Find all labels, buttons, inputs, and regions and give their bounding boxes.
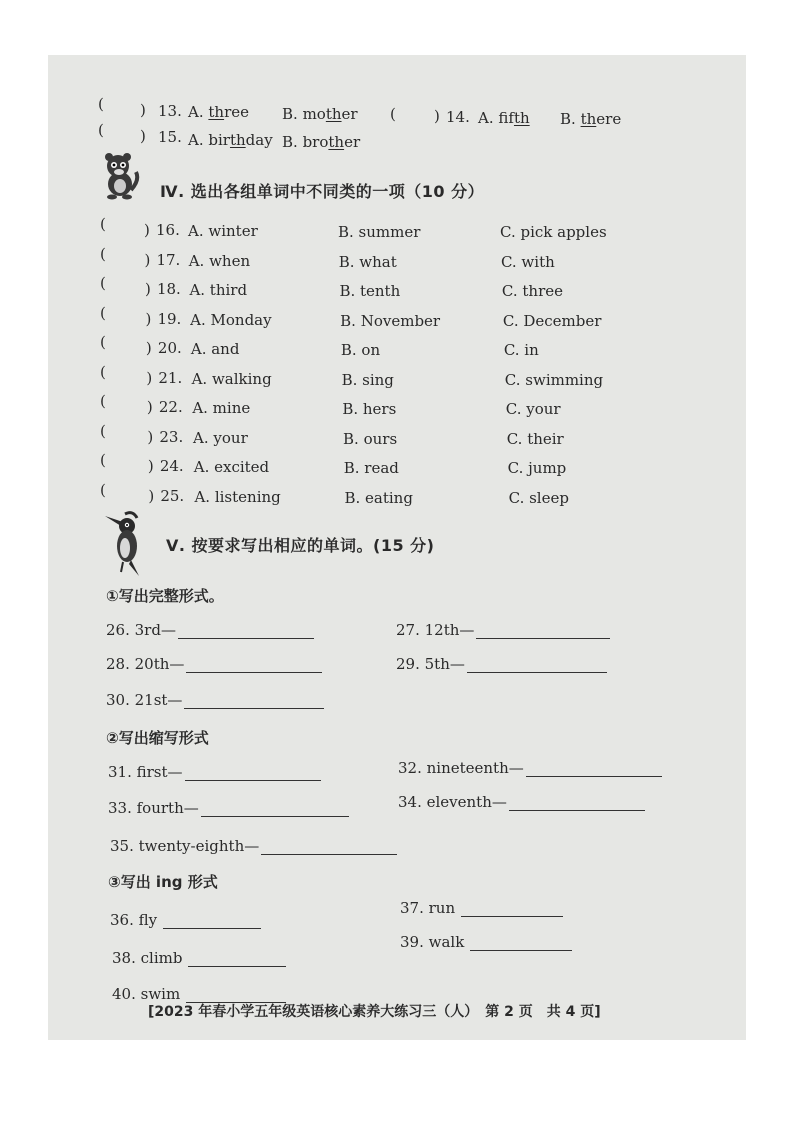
answer-blank-32[interactable] (526, 762, 662, 777)
question-35: 35. twenty-eighth— (110, 837, 397, 855)
question-28: 28. 20th— (106, 655, 322, 673)
option-16c: C. pick apples (500, 223, 607, 241)
question-number-14: 14. (446, 108, 470, 126)
answer-paren-16: ( (100, 215, 106, 233)
option-19a: A. Monday (190, 310, 272, 329)
answer-blank-37[interactable] (461, 902, 563, 917)
question-number-22: 22. (158, 398, 183, 416)
question-number-23: 23. (159, 427, 184, 446)
question-31: 31. first— (108, 763, 321, 781)
subsection-full-form: ①写出完整形式。 (106, 587, 224, 605)
option-14b: B. there (560, 110, 622, 128)
woodpecker-bird-icon (103, 510, 143, 580)
answer-blank-34[interactable] (509, 796, 645, 811)
option-18c: C. three (501, 282, 563, 300)
option-13a: A. three (188, 103, 250, 121)
option-21c: C. swimming (504, 370, 604, 389)
option-16a: A. winter (188, 222, 258, 240)
answer-paren-23: ( (100, 421, 106, 440)
cartoon-animal-icon (98, 150, 142, 200)
answer-blank-27[interactable] (476, 624, 610, 639)
answer-blank-38[interactable] (188, 952, 286, 967)
section-5-title: Ⅴ. 按要求写出相应的单词。(15 分) (166, 536, 435, 555)
answer-paren-close-21: ) (146, 368, 153, 387)
option-20c: C. in (503, 341, 539, 359)
option-20a: A. and (190, 340, 240, 358)
question-number-15: 15. (158, 128, 182, 146)
answer-paren-19: ( (100, 303, 106, 322)
option-16b: B. summer (338, 223, 421, 241)
question-29: 29. 5th— (396, 655, 607, 673)
question-30: 30. 21st— (106, 691, 324, 709)
answer-paren-17: ( (100, 244, 106, 263)
question-number-19: 19. (157, 309, 182, 328)
question-number-24: 24. (159, 457, 184, 475)
question-33: 33. fourth— (108, 799, 349, 817)
answer-paren-close-19: ) (145, 309, 152, 328)
option-14a: A. fifth (478, 109, 530, 127)
answer-paren-close-20: ) (145, 339, 152, 357)
option-17c: C. with (500, 252, 555, 271)
answer-paren-close-25: ) (148, 486, 155, 505)
option-24c: C. jump (507, 459, 567, 477)
answer-blank-31[interactable] (185, 766, 321, 781)
question-37: 37. run (400, 899, 563, 917)
subsection-ing-form: ③写出 ing 形式 (108, 873, 218, 891)
option-23a: A. your (193, 428, 248, 447)
answer-paren-14: ( (390, 105, 396, 123)
answer-blank-39[interactable] (470, 936, 572, 951)
option-24a: A. excited (193, 458, 270, 476)
answer-paren-21: ( (100, 362, 106, 381)
option-18b: B. tenth (339, 282, 401, 300)
option-17a: A. when (188, 251, 251, 270)
question-number-21: 21. (158, 368, 183, 387)
answer-blank-35[interactable] (261, 840, 397, 855)
answer-paren-close-18: ) (144, 280, 151, 298)
option-22a: A. mine (192, 399, 251, 417)
option-17b: B. what (338, 252, 397, 271)
answer-paren-close-23: ) (147, 427, 154, 446)
option-13b: B. mother (282, 105, 358, 123)
question-32: 32. nineteenth— (398, 759, 662, 777)
question-27: 27. 12th— (396, 621, 610, 639)
option-19c: C. December (502, 311, 602, 330)
question-38: 38. climb (112, 949, 286, 967)
question-40: 40. swim (112, 985, 286, 1003)
answer-blank-30[interactable] (184, 694, 324, 709)
option-25c: C. sleep (508, 488, 569, 507)
answer-paren-25: ( (100, 480, 106, 499)
option-24b: B. read (343, 459, 399, 477)
subsection-abbreviation: ②写出缩写形式 (106, 729, 209, 747)
option-23c: C. their (506, 429, 564, 448)
question-34: 34. eleventh— (398, 793, 645, 811)
answer-paren-13: ( (98, 95, 104, 113)
answer-blank-26[interactable] (178, 624, 314, 639)
answer-paren-close-15: ) (140, 127, 146, 145)
question-26: 26. 3rd— (106, 621, 314, 639)
option-22c: C. your (505, 400, 561, 418)
question-39: 39. walk (400, 933, 572, 951)
answer-paren-20: ( (100, 333, 106, 351)
option-21b: B. sing (341, 370, 394, 389)
answer-paren-close-17: ) (144, 250, 151, 269)
option-23b: B. ours (343, 429, 398, 448)
option-21a: A. walking (191, 369, 272, 388)
answer-blank-36[interactable] (163, 914, 261, 929)
answer-paren-close-13: ) (140, 101, 146, 119)
question-number-16: 16. (156, 221, 180, 239)
answer-blank-29[interactable] (467, 658, 607, 673)
answer-paren-15: ( (98, 121, 104, 139)
exam-page (48, 55, 746, 1040)
answer-paren-22: ( (100, 392, 106, 410)
question-number-25: 25. (160, 486, 185, 505)
answer-blank-33[interactable] (201, 802, 349, 817)
option-18a: A. third (189, 281, 248, 299)
option-25a: A. listening (194, 487, 281, 506)
option-20b: B. on (340, 341, 381, 359)
option-15b: B. brother (282, 133, 361, 151)
answer-paren-close-14: ) (434, 107, 440, 125)
option-19b: B. November (340, 311, 441, 330)
answer-paren-close-24: ) (147, 457, 154, 475)
answer-paren-close-16: ) (144, 221, 150, 239)
question-number-17: 17. (156, 250, 181, 269)
question-36: 36. fly (110, 911, 261, 929)
question-number-18: 18. (156, 280, 181, 298)
answer-paren-18: ( (100, 274, 106, 292)
section-4-title: Ⅳ. 选出各组单词中不同类的一项（10 分） (160, 182, 485, 201)
question-number-13: 13. (158, 102, 182, 120)
question-number-20: 20. (157, 339, 182, 357)
option-22b: B. hers (342, 400, 397, 418)
page-footer: [2023 年春小学五年级英语核心素养大练习三（人） 第 2 页 共 4 页] (148, 1004, 601, 1020)
answer-paren-close-22: ) (146, 398, 153, 416)
option-25b: B. eating (344, 488, 413, 507)
answer-paren-24: ( (100, 451, 106, 469)
answer-blank-28[interactable] (186, 658, 322, 673)
option-15a: A. birthday (188, 131, 273, 149)
